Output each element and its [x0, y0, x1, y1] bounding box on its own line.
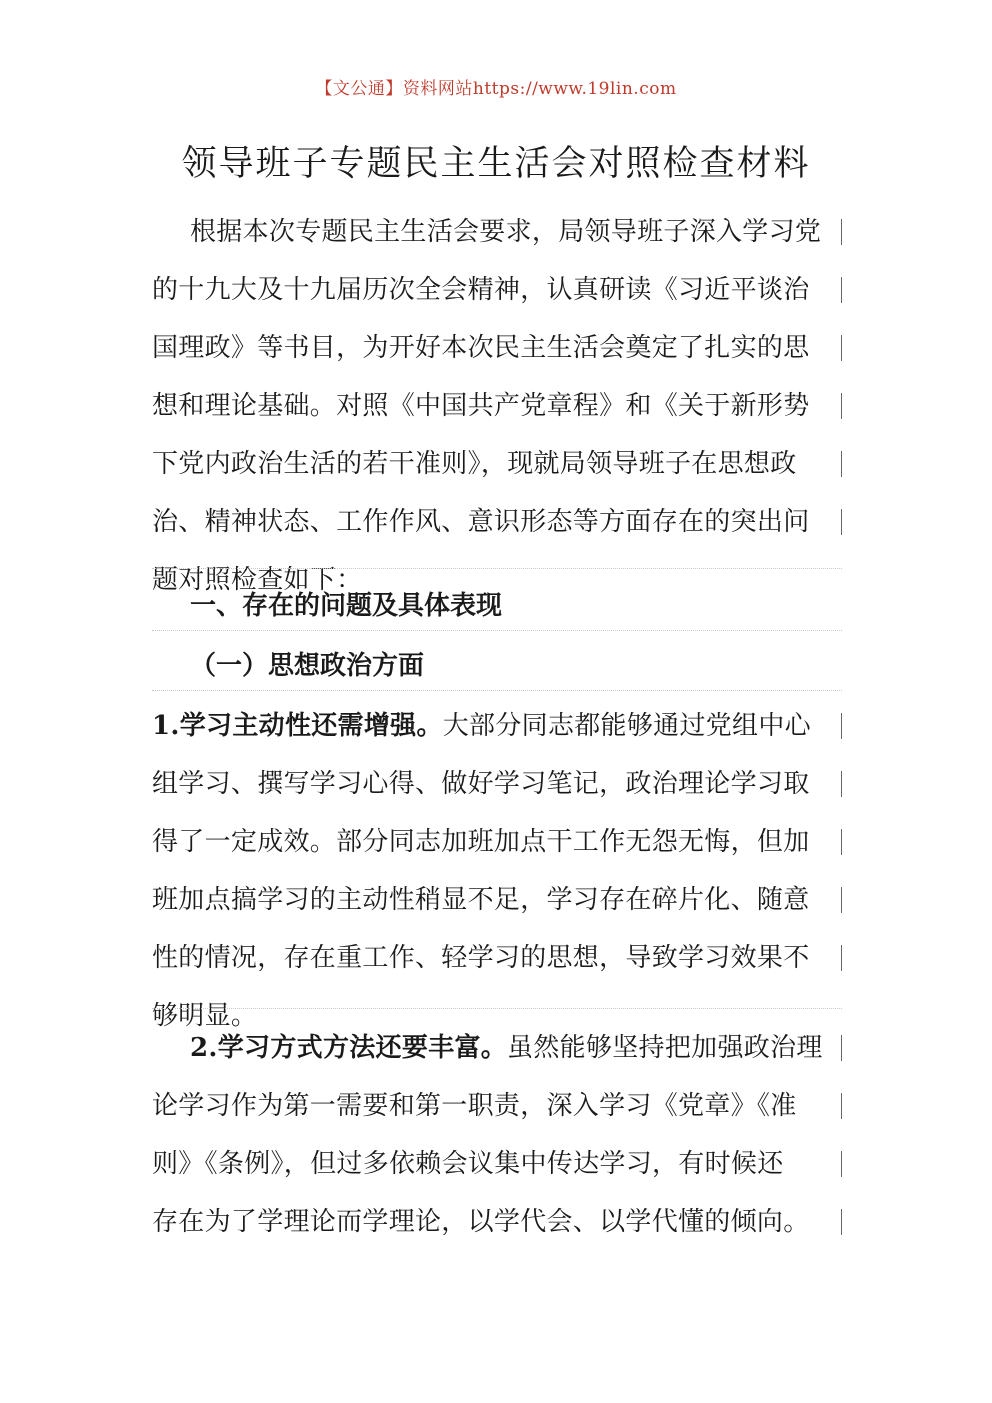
intro-line: 国理政》等书目，为开好本次民主生活会奠定了扎实的思 — [152, 319, 842, 377]
intro-line: 下党内政治生活的若干准则》，现就局领导班子在思想政 — [152, 435, 842, 493]
document-title: 领导班子专题民主生活会对照检查材料 — [181, 144, 811, 184]
item-1-line: 班加点搞学习的主动性稍显不足，学习存在碎片化、随意 — [152, 871, 842, 929]
item-1-paragraph — [152, 697, 842, 1045]
intro-line: 的十九大及十九届历次全会精神，认真研读《习近平谈治 — [152, 261, 842, 319]
section-heading: 一、存在的问题及具体表现 — [190, 591, 503, 621]
item-2-line: 则》《条例》，但过多依赖会议集中传达学习，有时候还 — [152, 1135, 842, 1193]
item-2-bold-lead: 2.学习方式方法还要丰富。 — [190, 1033, 508, 1063]
intro-line: 根据本次专题民主生活会要求，局领导班子深入学习党 — [152, 203, 842, 261]
intro-line: 治、精神状态、工作作风、意识形态等方面存在的突出问 — [152, 493, 842, 551]
item-1-line: 组学习、撰写学习心得、做好学习笔记，政治理论学习取 — [152, 755, 842, 813]
divider — [152, 568, 842, 569]
divider — [152, 690, 842, 691]
item-2-paragraph — [152, 1019, 842, 1251]
divider — [152, 630, 842, 631]
divider — [152, 1008, 842, 1009]
item-1-line: 得了一定成效。部分同志加班加点干工作无怨无悔，但加 — [152, 813, 842, 871]
item-2-first-line-text: 虽然能够坚持把加强政治理 — [507, 1033, 823, 1063]
item-1-line: 够明显。 — [152, 1001, 258, 1031]
intro-line: 题对照检查如下： — [152, 565, 363, 595]
intro-line: 想和理论基础。对照《中国共产党章程》和《关于新形势 — [152, 377, 842, 435]
item-1-bold-lead: 1.学习主动性还需增强。 — [152, 711, 443, 741]
source-note: 【文公通】资料网站https://www.19lin.com — [315, 79, 677, 99]
item-1-line: 性的情况，存在重工作、轻学习的思想，导致学习效果不 — [152, 929, 842, 987]
item-1-first-line — [152, 697, 842, 755]
item-2-line: 存在为了学理论而学理论，以学代会、以学代懂的倾向。 — [152, 1193, 842, 1251]
item-2-first-line — [152, 1019, 842, 1077]
item-1-first-line-text: 大部分同志都能够通过党组中心 — [442, 711, 811, 741]
intro-paragraph — [152, 203, 842, 609]
subsection-heading: （一）思想政治方面 — [190, 651, 425, 681]
item-2-line: 论学习作为第一需要和第一职责，深入学习《党章》《准 — [152, 1077, 842, 1135]
